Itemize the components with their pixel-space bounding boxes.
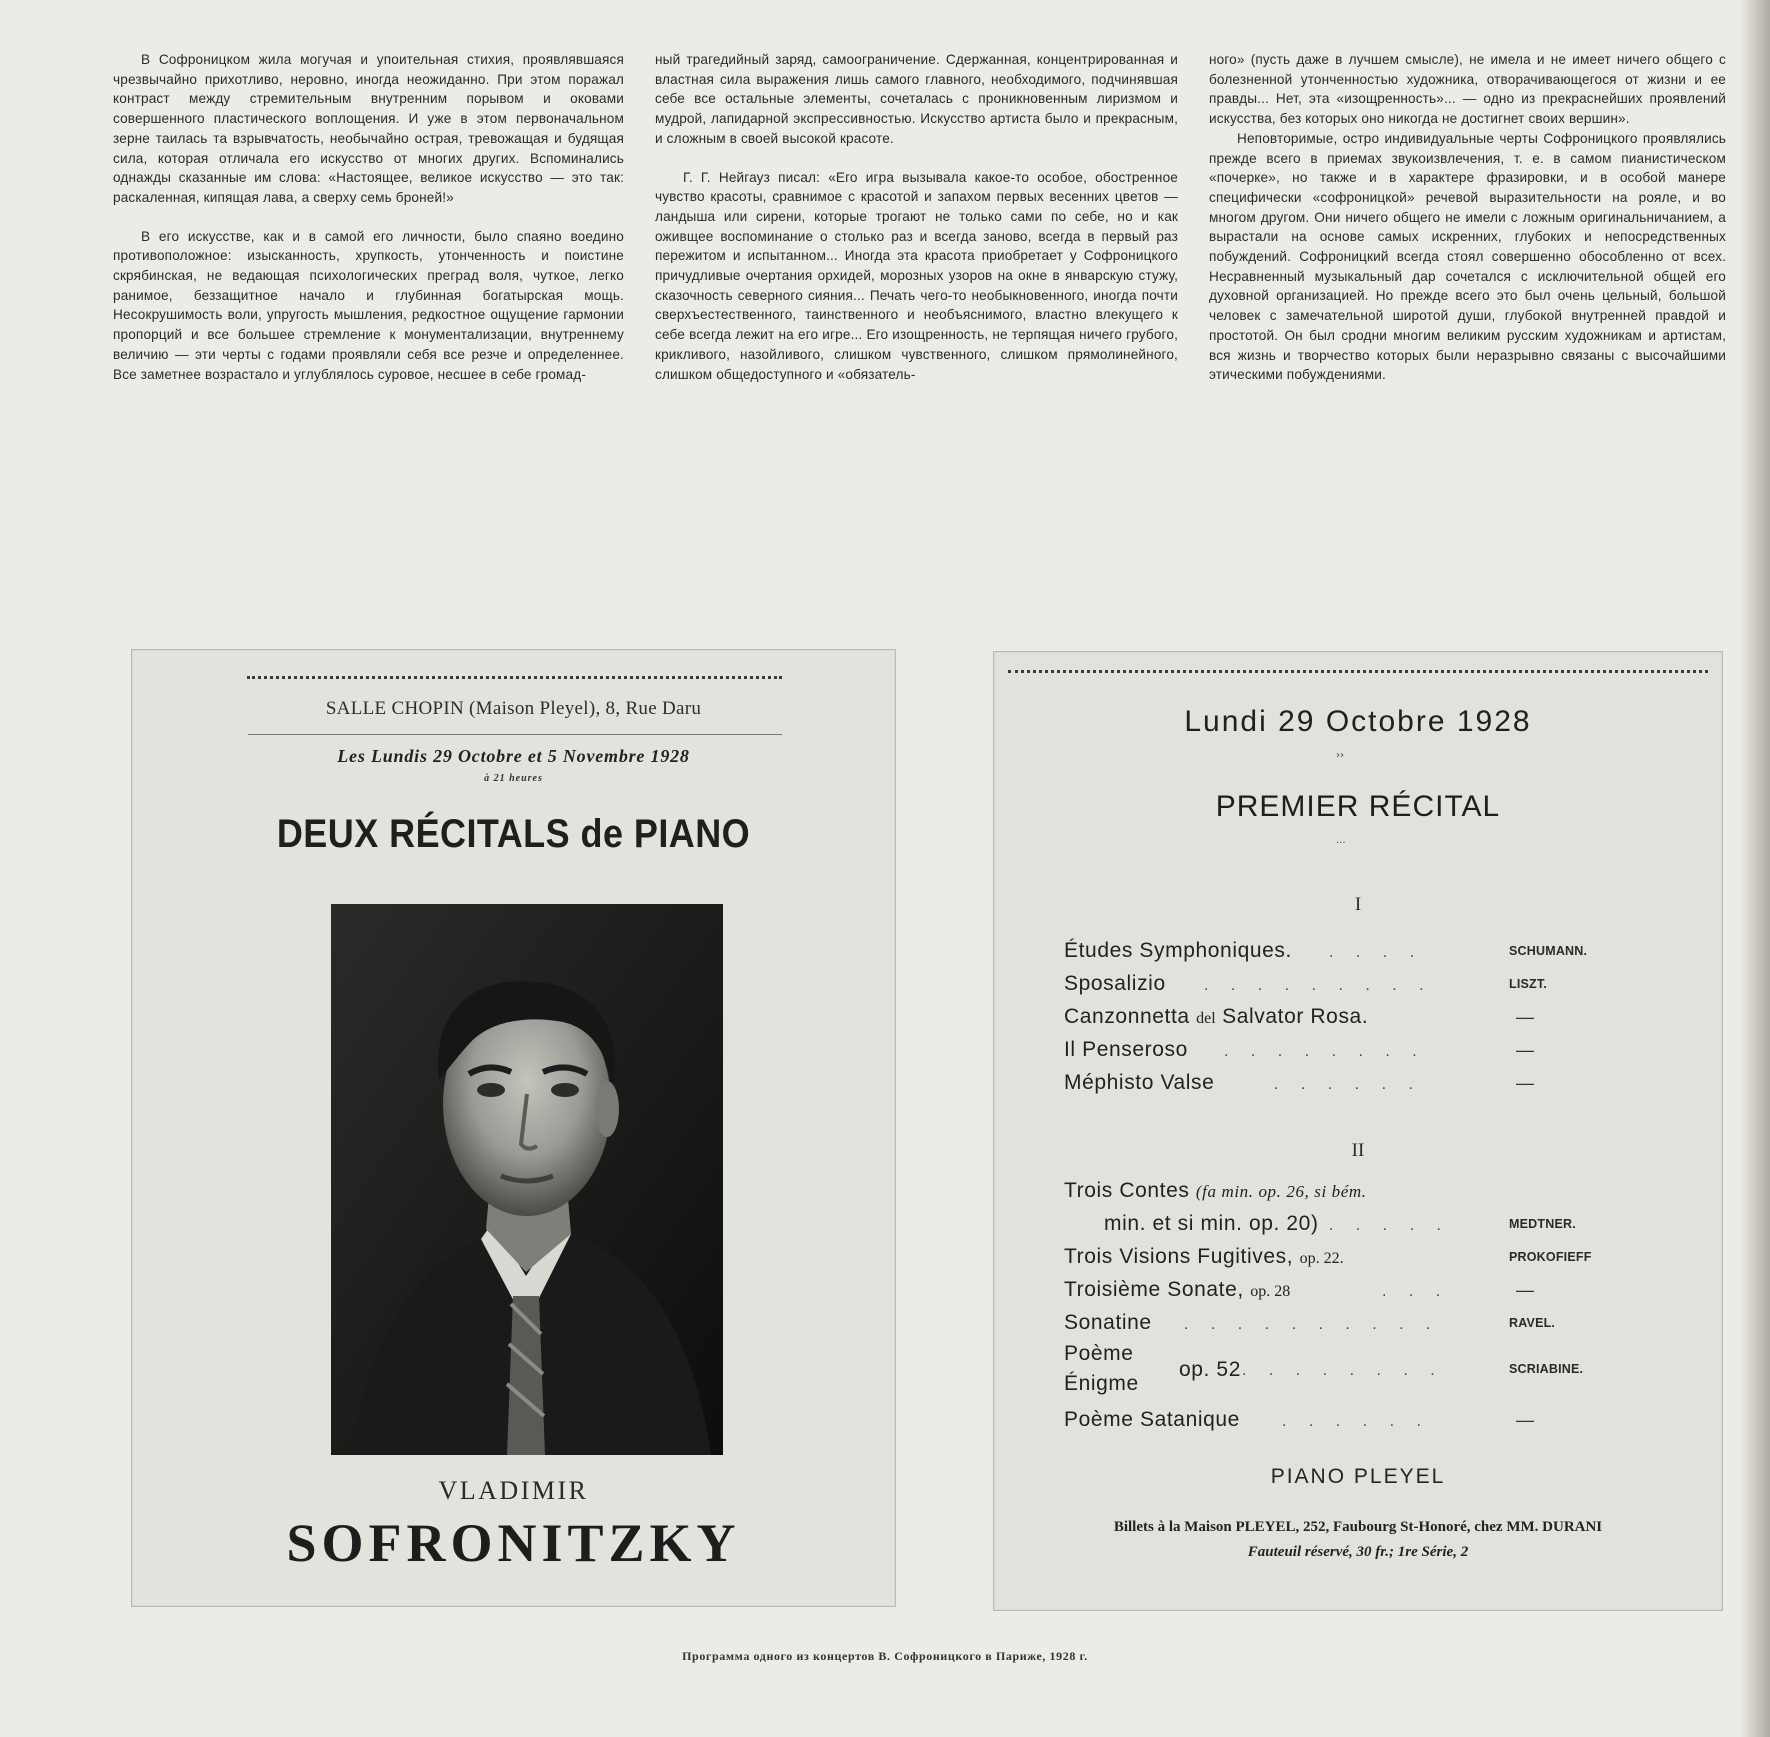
- piece-title: [1064, 1179, 1367, 1203]
- piece-title-part: Canzonnetta: [1064, 1005, 1190, 1028]
- piece-details: min. et si min. op. 20): [1104, 1212, 1319, 1235]
- composer: SCRIABINE.: [1509, 1362, 1584, 1376]
- program-item: [1064, 1071, 1624, 1099]
- piece-title: [1064, 1005, 1368, 1029]
- program-item: [1064, 1038, 1624, 1066]
- paragraph: Г. Г. Нейгауз писал: «Его игра вызывала какое-то особое, обостренное чувство красоты, сравнимое с красотой и запахом первых весенних цветов — ландыша или сирени, которые трогают не только сами по себе, но и как оживщее воспоминание о столько раз и всегда заново, всегда в первый раз пережитом и испытанном... Иногда эта красота приобретает у Софроницкого причудливые очертания орхидей, морозных узоров на окне в январскую стужу, сказочность северного сияния... Печать чего-то необыкновенного, иногда почти сверхъестественного, таинственного и необъяснимого, властно влекущего к себе всегда лежит на его игре... Его изощренность, не терпящая ничего грубого, крикливого, назойливого, слишком чувственного, слишком прямолинейного, слишком общедоступного и «обязатель-: [655, 169, 1178, 382]
- leader-dots: . . . . . . . . .: [1204, 977, 1433, 994]
- piece-title: Sonatine: [1064, 1311, 1152, 1334]
- composer: PROKOFIEFF: [1509, 1250, 1592, 1264]
- composer: MEDTNER.: [1509, 1217, 1576, 1231]
- leader-dots: . . . . . .: [1302, 1217, 1450, 1234]
- leader-dots: . . . . . . . . . .: [1184, 1316, 1440, 1333]
- article-column-2: [655, 50, 1178, 384]
- piano-maker: PIANO PLEYEL: [1270, 1465, 1446, 1488]
- composer: SCHUMANN.: [1509, 944, 1588, 958]
- leader-dots: . . . . . .: [1274, 1076, 1422, 1093]
- program-item: [1064, 1358, 1624, 1400]
- leader-dots: . . . . . . . .: [1224, 1043, 1426, 1060]
- recital-date: Lundi 29 Octobre 1928: [1184, 705, 1532, 738]
- composer: —: [1516, 1073, 1534, 1093]
- paragraph: В его искусстве, как и в самой его личности, было спаяно воедино противоположное: изысканность, хрупкость, утонченность и поистине скрябинская, не ведающая психологических преград воля, чуткое, легко ранимое, беззащитное начало и глубинная богатырская мощь. Несокрушимость воли, упругость мышления, редкостное ощущение гармонии пропорций и все большее стремление к монументализации, внутреннему величию — эти черты с годами проявляли себя все резче и определеннее. Все заметнее возрастало и углублялось суровое, несшее в себе громад-: [113, 228, 624, 382]
- dotted-rule: [247, 676, 782, 679]
- composer: —: [1516, 1410, 1534, 1430]
- piece-title-part: Trois Contes: [1064, 1179, 1190, 1202]
- composer: RAVEL.: [1509, 1316, 1556, 1330]
- program-item: [1064, 1005, 1624, 1033]
- program-item: [1064, 1179, 1624, 1207]
- piece-opus: op. 22.: [1299, 1250, 1344, 1267]
- leader-dots: . . . . . . . .: [1242, 1362, 1444, 1379]
- piece-opus: op. 52: [1179, 1358, 1241, 1381]
- piece-title-part: del: [1196, 1010, 1216, 1027]
- leader-dots: . . . .: [1329, 944, 1424, 961]
- paragraph: ного» (пусть даже в лучшем смысле), не имела и не имеет ничего общего с болезненной утонченностью художника, отворачивающегося от жизни и ее правды... Нет, эта «изощренность»... — одно из прекраснейших проявлений искусства, без которых оно никогда не достигнет своих вершин».: [1209, 52, 1726, 127]
- piece-title: Poème Satanique: [1064, 1408, 1240, 1431]
- program-section-1: I: [1354, 894, 1362, 915]
- composer: —: [1516, 1040, 1534, 1060]
- portrait-drawing: [331, 904, 723, 1455]
- piece-title-part: Trois Visions Fugitives,: [1064, 1245, 1294, 1268]
- piece-title: [1064, 1245, 1344, 1269]
- paragraph: Неповторимые, остро индивидуальные черты Софроницкого проявлялись прежде всего в приемах звукоизвлечения, т. е. в самом пианистическом «почерке», но также и в характере фразировки, и в особой манере специфически «софроницкой» речевой выразительности на рояле, и во многом другом. Они ничего общего не имели с ложным оригинальничанием, а вырастали на основе самых искренних, глубоких и непосредственных побуждений. Софроницкий всегда стоял совершенно обособленно от всех. Несравненный музыкальный дар сочетался с исключительной общей его духовной организацией. Но прежде всего это был очень цельный, большой человек с замечательной широтой души, глубокой внутренней правдой и простотой. Он был сродни многим великим русским художникам и артистам, вся жизнь и творчество которых были неразрывно связаны с высочайшими этическими побуждениями.: [1209, 130, 1726, 383]
- program-item: [1064, 972, 1624, 1000]
- program-section-2: II: [1351, 1140, 1365, 1161]
- article-column-1: [113, 50, 624, 384]
- piece-title: Il Penseroso: [1064, 1038, 1188, 1061]
- leader-dots: . . . . . .: [1282, 1413, 1430, 1430]
- paragraph: В Софроницком жила могучая и упоительная стихия, проявлявшаяся чрезвычайно прихотливо, неровно, иногда неожиданно. При этом поражал контраст между стремительным внутренним порывом и оковами совершенного пластического воплощения. И уже в этом первоначальном зерне таилась та взрывчатость, необычайно острая, тревожащая и будящая сила, которая отличала его искусство от многих других. Вспоминались однажды сказанные им слова: «Настоящее, великое искусство — это так: раскаленная, кипящая лава, а сверху семь броней!»: [113, 52, 624, 205]
- piece-details: (fa min. op. 26, si bém.: [1195, 1182, 1367, 1201]
- paragraph: ный трагедийный заряд, самоограничение. Сдержанная, концентрированная и властная сила выражения лишь самого главного, необходимого, подчинявшая себе все остальные элементы, сочеталась с проникновенным лиризмом и мудрой, лапидарной экспрессивностью. Искусство артиста было и прекрасным, и сложным в своей высокой красоте.: [655, 52, 1178, 146]
- piece-title: Études Symphoniques.: [1064, 939, 1292, 962]
- ornament: ···: [1336, 838, 1346, 849]
- piece-opus: op. 28: [1250, 1283, 1291, 1300]
- pianist-portrait-photo: [331, 904, 723, 1455]
- rule: [248, 734, 782, 735]
- pianist-first-name: VLADIMIR: [438, 1476, 589, 1505]
- dotted-rule: [1008, 670, 1708, 673]
- concert-hour: à 21 heures: [484, 773, 543, 784]
- ticket-info: Billets à la Maison PLEYEL, 252, Faubourg St-Honoré, chez MM. DURANI: [1113, 1519, 1603, 1535]
- program-item: [1064, 1408, 1624, 1436]
- piece-title: Méphisto Valse: [1064, 1071, 1215, 1094]
- piece-title-part: Troisième Sonate,: [1064, 1278, 1244, 1301]
- concert-dates: Les Lundis 29 Octobre et 5 Novembre 1928: [337, 746, 690, 766]
- composer: —: [1516, 1280, 1534, 1300]
- piece-title: Poème: [1064, 1342, 1134, 1365]
- piece-title: Sposalizio: [1064, 972, 1166, 995]
- composer: LISZT.: [1509, 977, 1548, 991]
- seat-price: Fauteuil réservé, 30 fr.; 1re Série, 2: [1247, 1544, 1469, 1560]
- leader-dots: . . .: [1382, 1283, 1450, 1300]
- pianist-surname: SOFRONITZKY: [286, 1513, 741, 1573]
- ornament: ››: [1336, 750, 1344, 761]
- article-column-3: [1209, 50, 1726, 385]
- program-item: [1064, 1212, 1624, 1240]
- poster-headline: DEUX RÉCITALS de PIANO: [276, 812, 751, 856]
- figure-caption: Программа одного из концертов В. Софроницкого в Париже, 1928 г.: [682, 1649, 1088, 1663]
- piece-title-part: Salvator Rosa.: [1222, 1005, 1369, 1028]
- program-item: [1064, 939, 1624, 967]
- recital-title: PREMIER RÉCITAL: [1215, 790, 1501, 823]
- piece-title: Énigme: [1064, 1372, 1139, 1395]
- concert-poster: [131, 649, 896, 1607]
- program-item: [1064, 1245, 1624, 1273]
- piece-title: [1064, 1278, 1290, 1302]
- composer: —: [1516, 1007, 1534, 1027]
- program-item: [1064, 1278, 1624, 1306]
- concert-program: [993, 651, 1723, 1611]
- venue-line: SALLE CHOPIN (Maison Pleyel), 8, Rue Daru: [325, 698, 702, 719]
- program-item: [1064, 1311, 1624, 1339]
